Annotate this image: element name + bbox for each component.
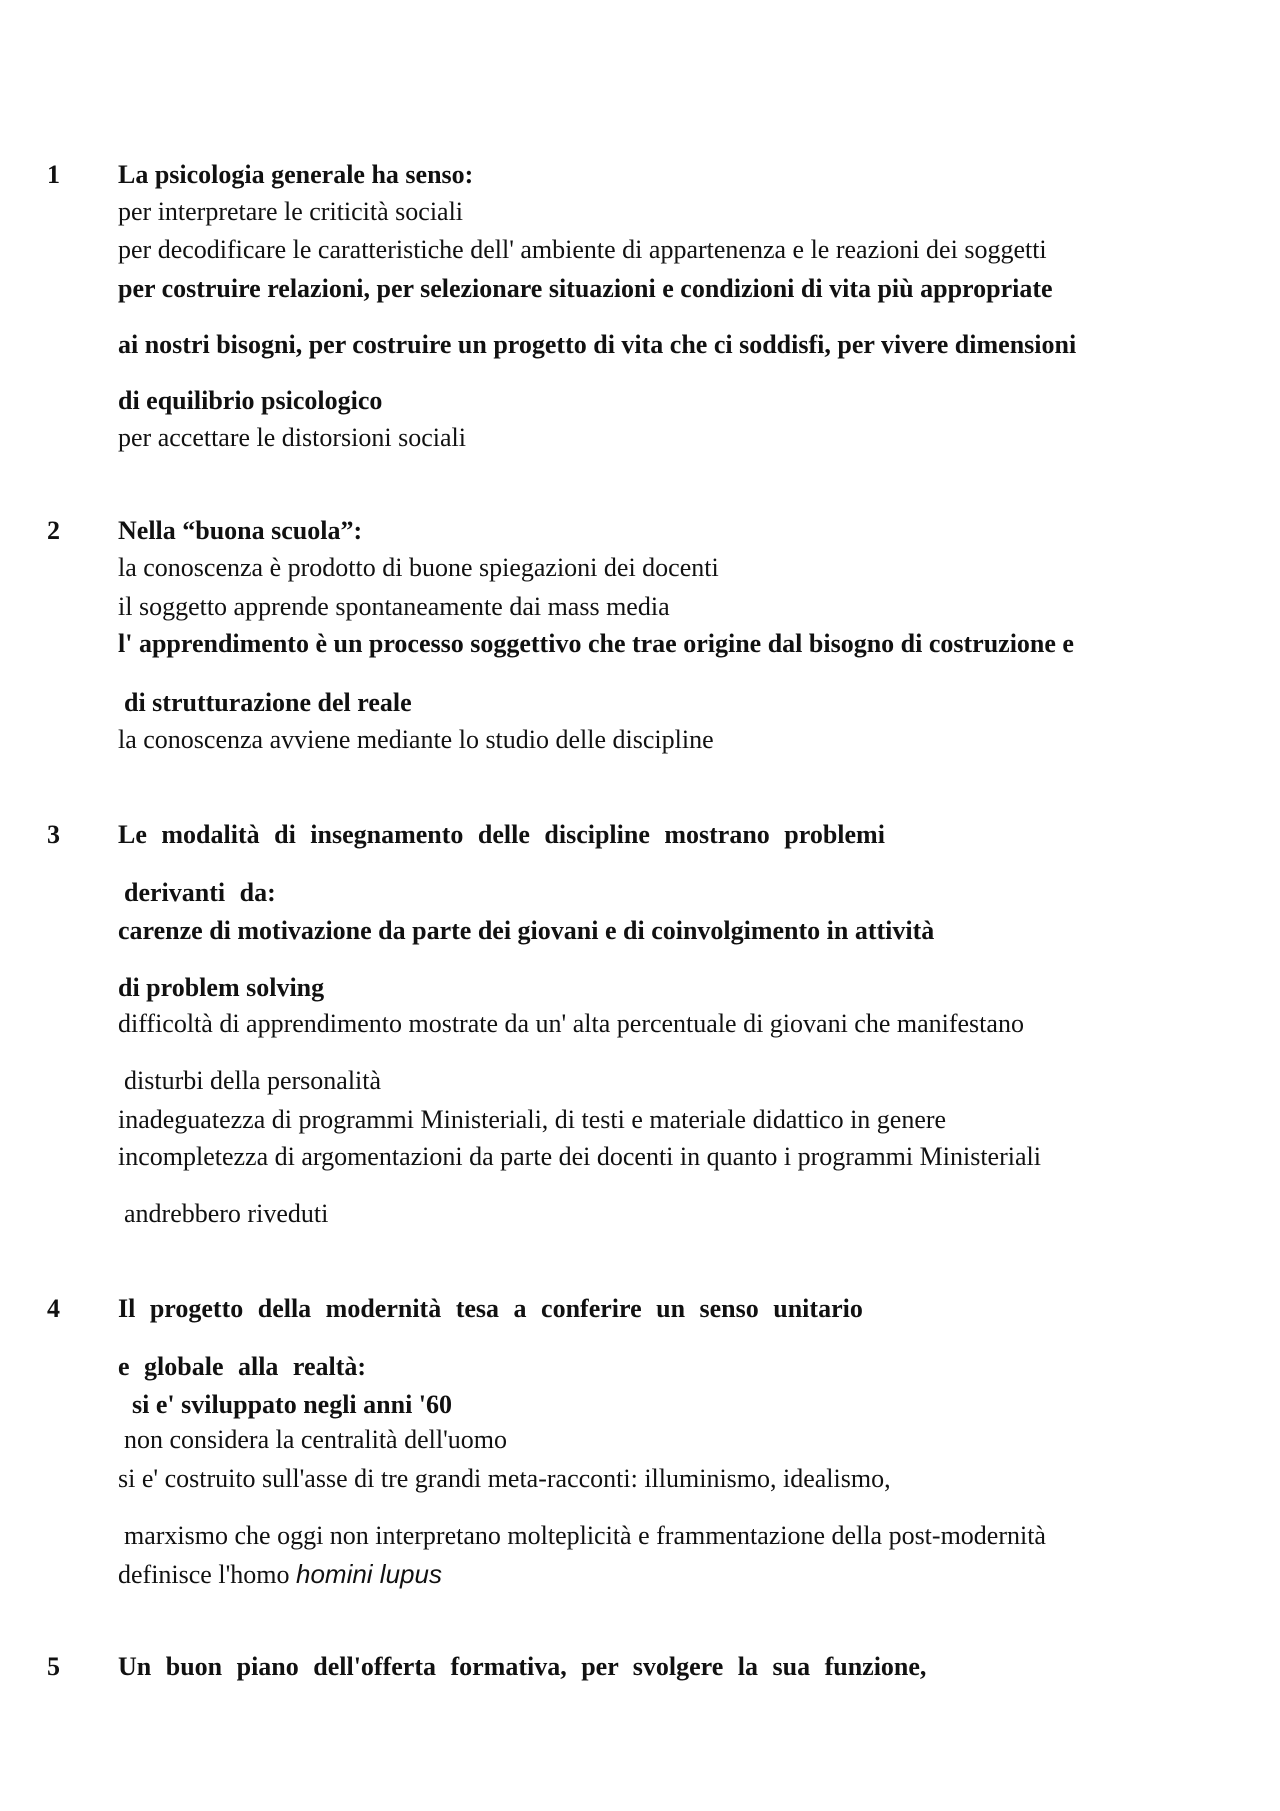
question-title-3-cont: derivanti da: <box>124 878 276 907</box>
answer-3a: carenze di motivazione da parte dei giovani e di coinvolgimento in attività <box>118 916 935 945</box>
answer-4b: non considera la centralità dell'uomo <box>124 1425 507 1454</box>
answer-1d: per accettare le distorsioni sociali <box>118 423 466 452</box>
answer-4d-text: definisce l'homo <box>118 1560 296 1589</box>
answer-3d: incompletezza di argomentazioni da parte dei docenti in quanto i programmi Ministeriali <box>118 1142 1041 1171</box>
answer-3b-cont: disturbi della personalità <box>124 1066 382 1095</box>
answer-1a: per interpretare le criticità sociali <box>118 197 464 226</box>
question-title-2: Nella “buona scuola”: <box>118 516 363 545</box>
answer-2c: l' apprendimento è un processo soggettivo che trae origine dal bisogno di costruzione e <box>118 629 1074 658</box>
answer-4c: si e' costruito sull'asse di tre grandi meta-racconti: illuminismo, idealismo, <box>118 1464 891 1493</box>
answer-1c-cont2: di equilibrio psicologico <box>118 386 383 415</box>
answer-1c-cont: ai nostri bisogni, per costruire un progetto di vita che ci soddisfi, per vivere dimensioni <box>118 330 1077 359</box>
answer-4a: si e' sviluppato negli anni '60 <box>132 1390 453 1419</box>
answer-2b: il soggetto apprende spontaneamente dai mass media <box>118 592 670 621</box>
question-title-4: Il progetto della modernità tesa a conferire un senso unitario <box>118 1294 863 1323</box>
question-number-2: 2 <box>47 516 60 545</box>
answer-3a-cont: di problem solving <box>118 973 325 1002</box>
question-number-3: 3 <box>47 820 60 849</box>
answer-2a: la conoscenza è prodotto di buone spiegazioni dei docenti <box>118 553 719 582</box>
answer-4d-italic: homini lupus <box>295 1559 442 1589</box>
question-title-3: Le modalità di insegnamento delle discipline mostrano problemi <box>118 820 885 849</box>
answer-4c-cont: marxismo che oggi non interpretano molteplicità e frammentazione della post-modernità <box>124 1521 1046 1550</box>
question-title-4-cont: e globale alla realtà: <box>118 1352 367 1381</box>
question-number-4: 4 <box>47 1294 60 1323</box>
answer-1b: per decodificare le caratteristiche dell' ambiente di appartenenza e le reazioni dei soggetti <box>118 235 1047 264</box>
answer-4d <box>118 1555 442 1594</box>
answer-2d: la conoscenza avviene mediante lo studio delle discipline <box>118 725 714 754</box>
answer-3d-cont: andrebbero riveduti <box>124 1199 329 1228</box>
question-title-1: La psicologia generale ha senso: <box>118 160 474 189</box>
answer-1c: per costruire relazioni, per selezionare situazioni e condizioni di vita più appropriate <box>118 274 1053 303</box>
question-title-5: Un buon piano dell'offerta formativa, per svolgere la sua funzione, <box>118 1652 927 1681</box>
answer-3c: inadeguatezza di programmi Ministeriali, di testi e materiale didattico in genere <box>118 1105 947 1134</box>
answer-3b: difficoltà di apprendimento mostrate da un' alta percentuale di giovani che manifestano <box>118 1009 1024 1038</box>
question-number-5: 5 <box>47 1652 60 1681</box>
question-number-1: 1 <box>47 160 60 189</box>
answer-2c-cont: di strutturazione del reale <box>124 688 412 717</box>
